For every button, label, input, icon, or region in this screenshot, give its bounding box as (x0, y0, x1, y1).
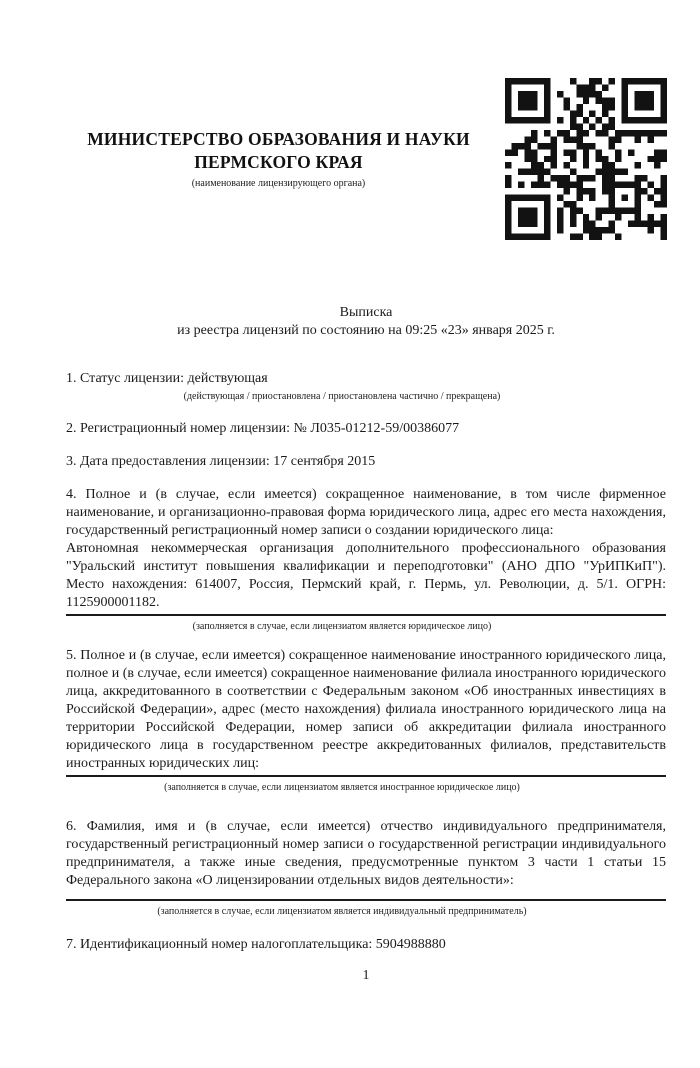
document-title-block (66, 304, 666, 340)
page-number: 1 (362, 968, 370, 983)
fill-in-rule-legal-entity (66, 614, 666, 616)
qr-code-icon (505, 78, 667, 240)
document-body (66, 304, 666, 985)
field-taxpayer-inn: 7. Идентификационный номер налогоплательщика: 5904988880 (66, 937, 446, 952)
field-license-status-caption: (действующая / приостановлена / приостановлена частично / прекращена) (183, 391, 501, 402)
document-title: Выписка (339, 305, 393, 320)
ministry-caption: (наименование лицензирующего органа) (191, 178, 366, 189)
field-foreign-entity: 5. Полное и (в случае, если имеется) сокращенное наименование иностранного юридического лица, полное и (в случае, если имеется) сокращенное наименование филиала иностранного юридического лица, аккредитованного в соответствии с Федеральным законом «Об иностранных инвестициях в Российской Федерации», адрес (место нахождения) филиала иностранного юридического лица на территории Российской Федерации, номер записи об аккредитации филиала иностранного юридического лица в государственном реестре аккредитованных филиалов, представительств иностранных юридических лиц: (66, 648, 666, 771)
field-registration-number: 2. Регистрационный номер лицензии: № Л035-01212-59/00386077 (66, 421, 460, 436)
field-license-status: 1. Статус лицензии: действующая (66, 371, 268, 386)
field-legal-entity-value: Автономная некоммерческая организация дополнительного профессионального образования "Уральский институт повышения квалификации и переподготовки" (АНО ДПО "УрИПКиП"). Место нахождения: 614007, Россия, Пермский край, г. Пермь, ул. Революции, д. 5/1. ОГРН: 1125900001182. (66, 541, 666, 610)
field-grant-date: 3. Дата предоставления лицензии: 17 сентября 2015 (66, 454, 376, 469)
document-subtitle: из реестра лицензий по состоянию на 09:25 «23» января 2025 г. (177, 323, 555, 338)
fill-in-rule-foreign-entity (66, 775, 666, 777)
license-extract-page (0, 78, 700, 1068)
licensing-authority-block (66, 128, 491, 190)
field-individual-entrepreneur-caption: (заполняется в случае, если лицензиатом является индивидуальный предприниматель) (157, 906, 527, 917)
ministry-name-line1: МИНИСТЕРСТВО ОБРАЗОВАНИЯ И НАУКИ (87, 129, 470, 149)
ministry-name-line2: ПЕРМСКОГО КРАЯ (194, 152, 363, 172)
document-header (66, 78, 667, 240)
field-legal-entity-caption: (заполняется в случае, если лицензиатом является юридическое лицо) (192, 621, 492, 632)
field-legal-entity (66, 486, 666, 612)
field-legal-entity-label: 4. Полное и (в случае, если имеется) сокращенное наименование, в том числе фирменное наименование, и организационно-правовая форма юридического лица, адрес его места нахождения, государственный регистрационный номер записи о создании юридического лица: (66, 487, 666, 538)
field-foreign-entity-caption: (заполняется в случае, если лицензиатом является иностранное юридическое лицо) (164, 782, 520, 793)
ministry-name (66, 128, 491, 174)
field-individual-entrepreneur: 6. Фамилия, имя и (в случае, если имеется) отчество индивидуального предпринимателя, государственный регистрационный номер записи о государственной регистрации индивидуального предпринимателя, а также иные сведения, предусмотренные пунктом 3 части 1 статьи 15 Федерального закона «О лицензировании отдельных видов деятельности»: (66, 819, 666, 888)
fill-in-rule-individual-entrepreneur (66, 899, 666, 901)
